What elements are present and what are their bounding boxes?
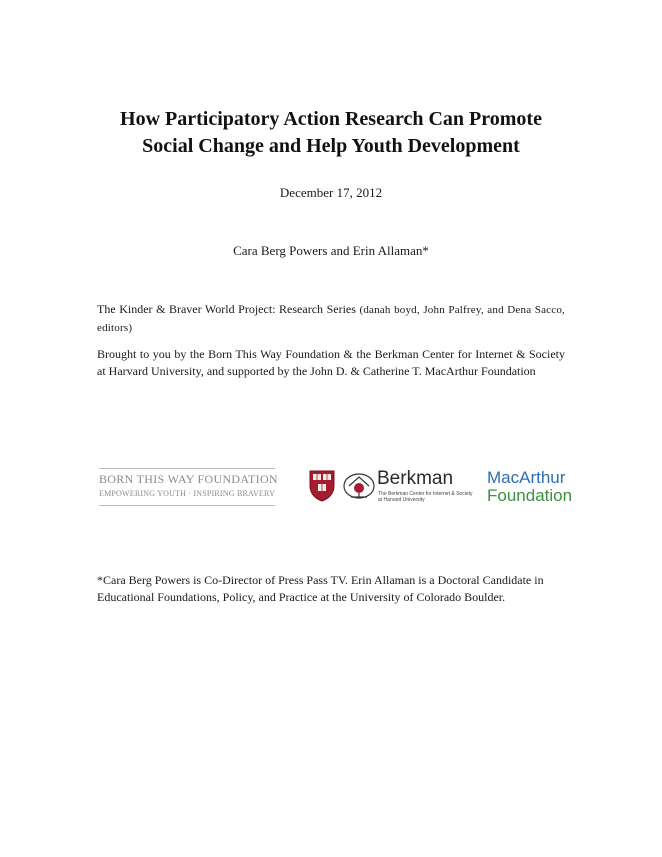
sponsors-statement: Brought to you by the Born This Way Foundation & the Berkman Center for Internet & Society at Harvard University, and supported by the John D. & Catherine T. MacArthur Foundation — [97, 347, 565, 378]
document-title — [60, 106, 602, 160]
berkman-logo-name: Berkman — [377, 468, 454, 489]
btw-logo-tagline: EMPOWERING YOUTH · INSPIRING BRAVERY — [99, 489, 276, 498]
berkman-sub-line-1: The Berkman Center for Internet & Society — [378, 491, 473, 497]
series-editors: (danah boyd, John Palfrey, and Dena Sacco, editors) — [97, 304, 565, 334]
berkman-logo — [309, 468, 473, 504]
document-authors: Cara Berg Powers and Erin Allaman* — [233, 243, 429, 258]
berkman-seal-icon — [342, 472, 376, 500]
berkman-sub-line-2: at Harvard University — [378, 497, 425, 503]
btw-logo-name: BORN THIS WAY FOUNDATION — [99, 472, 278, 486]
macarthur-logo-line-2: Foundation — [487, 486, 573, 505]
harvard-shield-icon — [309, 470, 335, 502]
title-line-2: Social Change and Help Youth Development — [142, 135, 520, 157]
document-date: December 17, 2012 — [279, 185, 383, 200]
series-statement — [97, 301, 565, 336]
born-this-way-logo — [99, 468, 278, 506]
macarthur-logo — [487, 469, 572, 505]
series-main: The Kinder & Braver World Project: Research Series — [97, 302, 360, 316]
title-line-1: How Participatory Action Research Can Promote — [120, 108, 542, 130]
author-footnote: *Cara Berg Powers is Co-Director of Press Pass TV. Erin Allaman is a Doctoral Candidate in Educational Foundations, Policy, and Practice at the University of Colorado Boulder. — [97, 573, 544, 604]
berkman-logo-subtitle — [378, 491, 473, 503]
macarthur-logo-line-1: MacArthur — [487, 468, 566, 487]
